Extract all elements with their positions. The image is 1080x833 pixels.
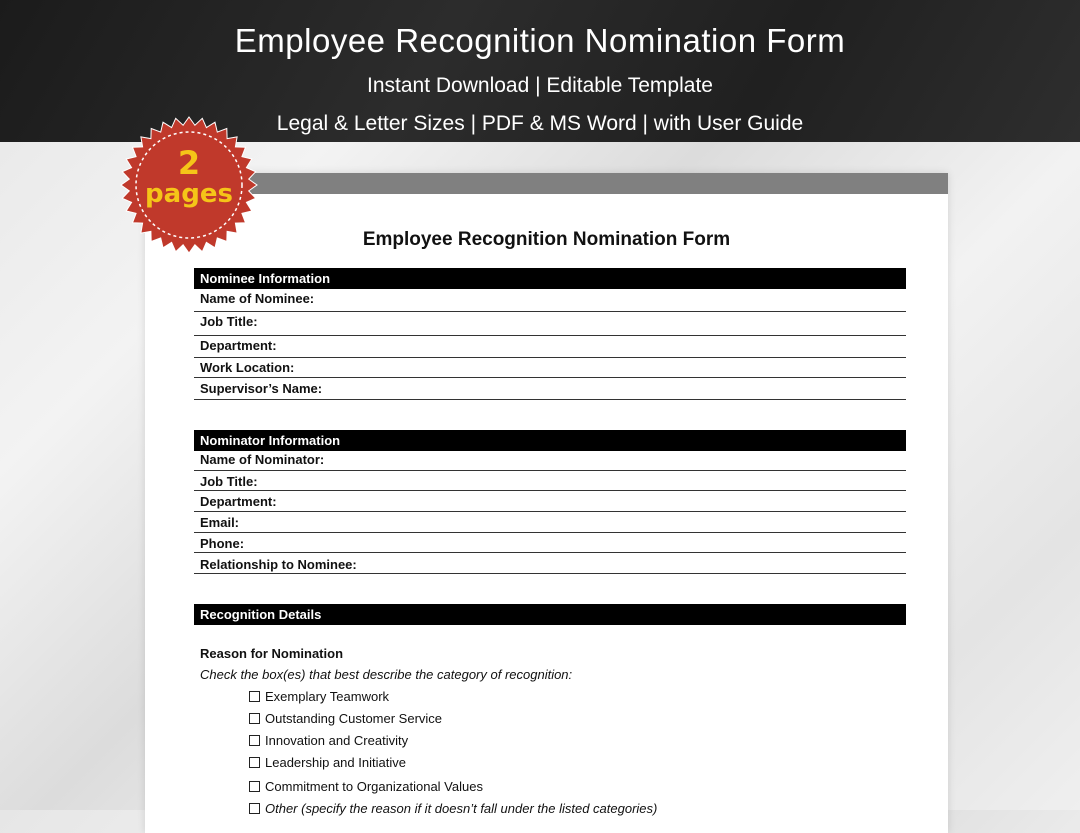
banner-subtitle-2: Legal & Letter Sizes | PDF & MS Word | with User Guide <box>276 112 804 135</box>
checkbox-icon[interactable] <box>249 803 260 814</box>
checkbox-option[interactable] <box>249 755 406 770</box>
checkbox-option[interactable] <box>249 711 442 726</box>
checkbox-option[interactable] <box>249 779 483 794</box>
field-nominee-job-title: Job Title: <box>194 314 906 336</box>
checkbox-icon[interactable] <box>249 735 260 746</box>
checkbox-option[interactable] <box>249 733 408 748</box>
field-nominator-relationship: Relationship to Nominee: <box>194 557 906 574</box>
checkbox-label: Other (specify the reason if it doesn’t fall under the listed categories) <box>265 801 658 816</box>
checkbox-label: Commitment to Organizational Values <box>265 779 483 794</box>
reason-heading: Reason for Nomination <box>200 646 344 661</box>
banner-subtitle-1: Instant Download | Editable Template <box>367 74 713 97</box>
checkbox-icon[interactable] <box>249 781 260 792</box>
field-nominee-name: Name of Nominee: <box>194 291 906 312</box>
section-header-recognition: Recognition Details <box>194 604 906 625</box>
checkbox-label: Exemplary Teamwork <box>265 689 390 704</box>
badge-label: pages <box>145 179 233 209</box>
badge-number: 2 <box>177 144 201 182</box>
field-nominator-phone: Phone: <box>194 536 906 553</box>
checkbox-option[interactable] <box>249 801 657 816</box>
document-top-bar <box>145 173 948 194</box>
checkbox-label: Innovation and Creativity <box>265 733 409 748</box>
seal-icon <box>120 116 258 254</box>
document-title: Employee Recognition Nomination Form <box>362 229 731 250</box>
field-nominee-work-location: Work Location: <box>194 360 906 378</box>
field-nominee-supervisor: Supervisor’s Name: <box>194 381 906 400</box>
field-nominee-department: Department: <box>194 338 906 358</box>
checkbox-label: Outstanding Customer Service <box>265 711 443 726</box>
pages-badge <box>120 116 258 254</box>
field-nominator-department: Department: <box>194 494 906 512</box>
field-nominator-name: Name of Nominator: <box>194 452 906 471</box>
checkbox-option[interactable] <box>249 689 389 704</box>
section-header-nominee: Nominee Information <box>194 268 906 289</box>
form-document <box>145 173 948 833</box>
reason-instruction: Check the box(es) that best describe the category of recognition: <box>200 667 573 682</box>
banner-title: Employee Recognition Nomination Form <box>234 22 846 59</box>
field-nominator-job-title: Job Title: <box>194 474 906 491</box>
section-header-nominator: Nominator Information <box>194 430 906 451</box>
checkbox-icon[interactable] <box>249 713 260 724</box>
checkbox-icon[interactable] <box>249 691 260 702</box>
checkbox-label: Leadership and Initiative <box>265 755 406 770</box>
checkbox-icon[interactable] <box>249 757 260 768</box>
field-nominator-email: Email: <box>194 515 906 533</box>
